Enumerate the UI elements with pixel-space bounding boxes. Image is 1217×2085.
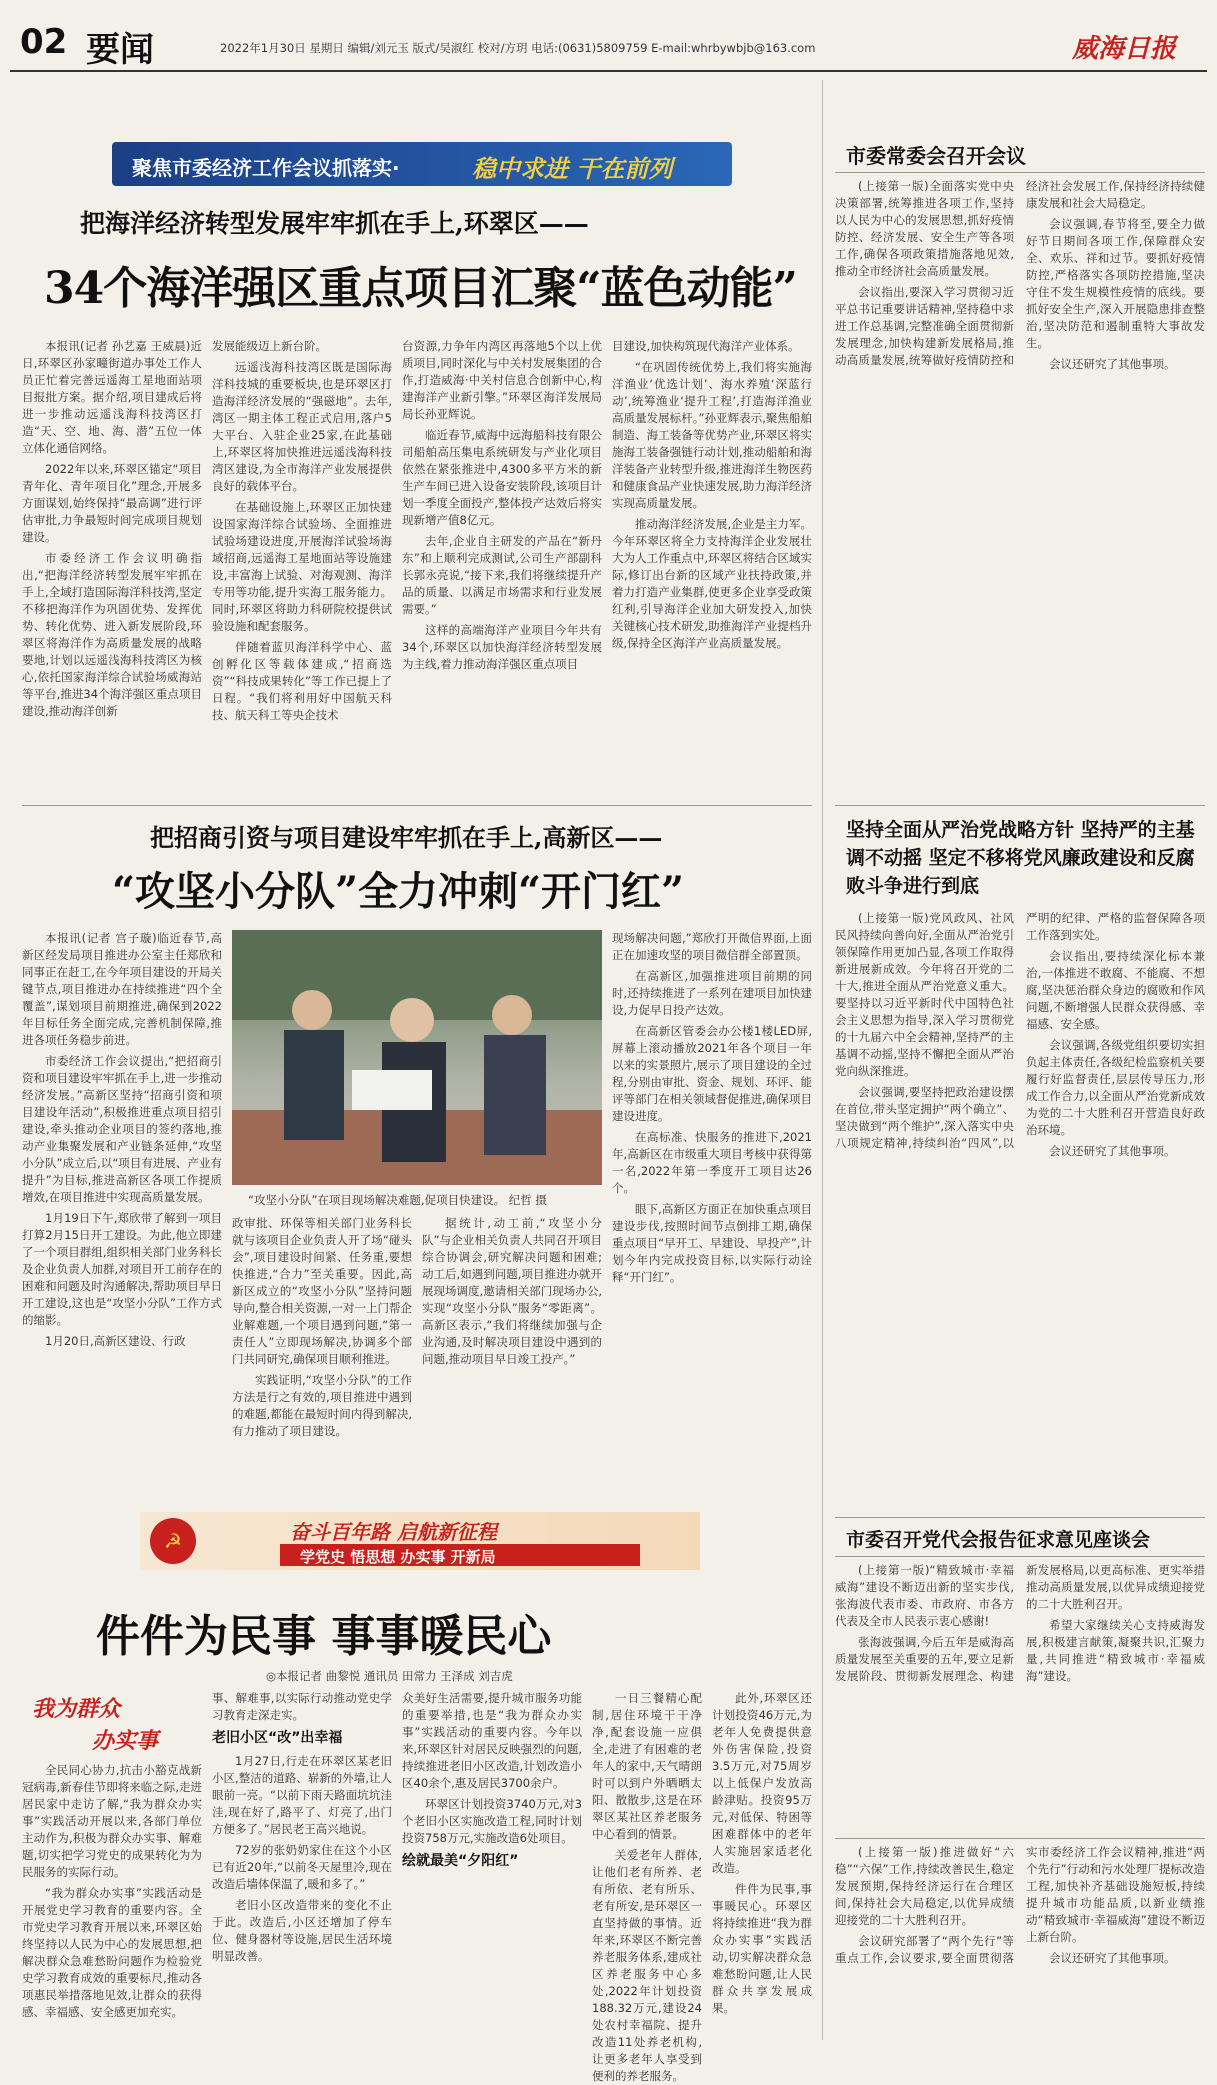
story2-column-mid [232, 1215, 412, 1500]
banner-right-text: 稳中求进 干在前列 [472, 155, 673, 183]
paragraph: “我为群众办实事”实践活动是开展党史学习教育的重要内容。全市党史学习教育开展以来,环翠区始终坚持以人民为中心的发展思想,把解决群众急难愁盼问题作为检验党史学习教育成效的重要标尺,推动各项惠民举措落地见效,让群众的获得感、幸福感、安全感更加充实。 [22, 1886, 202, 2019]
paragraph: 会议研究部署了“两个先行”等重点工作,会议要求,要全面贯彻落实市委经济工作会议精神,推进“两个先行”行动和污水处理厂提标改造工程,加快补齐基础设施短板,持续提升城市功能品质,以新业绩推动“精致城市·幸福威海”建设不断迈上新台阶。 [835, 1845, 1205, 1965]
paragraph: (上接第一版)全面落实党中央决策部署,统筹推进各项工作,坚持以人民为中心的发展思想,抓好疫情防控、经济发展、安全生产等各项工作,确保各项政策措施落地见效,推动全市经济社会高质量发展。 [835, 179, 1014, 278]
story3-column-3 [402, 1690, 582, 2044]
paragraph: 2022年以来,环翠区锚定“项目青年化、青年项目化”理念,开展多方面谋划,始终保持“最高调”进行评估审批,力争最短时间完成项目规划建设。 [22, 462, 202, 544]
story3-byline: ◎本报记者 曲黎悦 通讯员 田常力 王泽成 刘吉虎 [266, 1669, 513, 1683]
paragraph: 张海波强调,今后五年是威海高质量发展至关重要的五年,要立足新发展阶段、贯彻新发展理念、构建新发展格局,以更高标准、更实举措推动高质量发展,以优异成绩迎接党的二十大胜利召开。 [835, 1563, 1205, 1683]
section1-body [835, 178, 1205, 798]
section3-body [835, 1562, 1205, 1832]
masthead-rule [10, 70, 1207, 72]
service-badge [22, 1688, 222, 1758]
paragraph: 去年,企业自主研发的产品在“新丹东”和上顺利完成测试,公司生产部副科长郭永亮说,“接下来,我们将继续提升产品的质量、以满足市场需求和行业发展需要。” [402, 534, 602, 616]
story1-column-2 [212, 338, 392, 798]
story1-kicker: 把海洋经济转型发展牢牢抓在手上,环翠区—— [80, 209, 589, 238]
story3-headline: 件件为民事 事事暖民心 [96, 1611, 552, 1662]
party-emblem-icon: ☭ [150, 1518, 196, 1564]
section2-title: 坚持全面从严治党战略方针 坚持严的主基调不动摇 坚定不移将党风廉政建设和反腐败斗争进行到底 [846, 819, 1195, 897]
paragraph: 1月20日,高新区建设、行政 [45, 1334, 186, 1348]
story2-column-mid2 [422, 1215, 602, 1500]
paragraph: 全民同心协力,抗击小豁克战新冠病毒,新春佳节即将来临之际,走进居民家中走访了解,“我为群众办实事”实践活动开展以来,各部门单位主动作为,积极为群众办实事、解难题,切实把学习党史的成果转化为为民服务的实际行动。 [22, 1763, 202, 1879]
story2-kicker: 把招商引资与项目建设牢牢抓在手上,高新区—— [150, 823, 663, 852]
masthead-meta: 2022年1月30日 星期日 编辑/刘元玉 版式/吴淑红 校对/方玥 电话:(0631)5809759 E-mail:whrbywbjb@163.com [220, 41, 816, 55]
column-divider [822, 80, 823, 2040]
story3-column-2 [212, 1690, 392, 2044]
page-number: 02 [20, 22, 68, 62]
paragraph: 环翠区计划投资3740万元,对3个老旧小区实施改造工程,同时计划投资758万元,实施改造6处项目。 [402, 1797, 582, 1845]
paragraph: 政审批、环保等相关部门业务科长就与该项目企业负责人开了场“碰头会”,项目建设时间紧、任务重,要想快推进,“合力”至关重要。因此,高新区成立的“攻坚小分队”坚持问题导向,整合相关资源,一对一上门帮企业解难题,一个项目遇到问题,“第一责任人”立即现场解决,协调多个部门共同研究,确保项目顺利推进。 [232, 1216, 412, 1366]
paragraph: 伴随着蓝贝海洋科学中心、蓝创孵化区等载体建成,“招商选资”“科技成果转化”等工作已提上了日程。“我们将利用好中国航天科技、航天科工等央企技术 [212, 640, 392, 722]
paragraph: (上接第一版)党风政风、社风民风持续向善向好,全面从严治党引领保障作用更加凸显,各项工作取得新进展新成效。今年将召开党的二十大,推进全面从严治党意义重大。要坚持以习近平新时代中国特色社会主义思想为指导,深入学习贯彻党的十九届六中全会精神,坚持严的主基调不动摇,坚持不懈把全面从严治党向纵深推进。 [835, 911, 1014, 1078]
paragraph: 会议还研究了其他事项。 [1049, 1144, 1176, 1158]
paragraph: 会议指出,要持续深化标本兼治,一体推进不敢腐、不能腐、不想腐,坚决惩治群众身边的腐败和作风问题,不断增强人民群众获得感、幸福感、安全感。 [1026, 949, 1205, 1031]
paragraph: 台资源,力争年内湾区再落地5个以上优质项目,同时深化与中关村发展集团的合作,打造威海·中关村信息合创新中心,构建海洋产业新引擎。”环翠区海洋发展局局长孙亚辉说。 [402, 339, 602, 421]
paragraph: 件件为民事,事事暖民心。环翠区将持续推进“我为群众办实事”实践活动,切实解决群众急难愁盼问题,让人民群众共享发展成果。 [712, 1882, 812, 2015]
paragraph: 据统计,动工前,“攻坚小分队”与企业相关负责人共同召开项目综合协调会,研究解决问题和困难;动工后,如遇到问题,项目推进办就开展现场调度,邀请相关部门现场办公,实现“攻坚小分队”服务“零距离”。高新区表示,“我们将继续加强与企业沟通,及时解决项目建设中遇到的问题,推动项目早日竣工投产。” [422, 1216, 602, 1366]
badge-line-1: 我为群众 [32, 1696, 121, 1722]
paragraph: 会议强调,各级党组织要切实担负起主体责任,各级纪检监察机关要履行好监督责任,层层传导压力,形成工作合力,以全面从严治党新成效为党的二十大胜利召开营造良好政治环境。 [1026, 1038, 1205, 1137]
paragraph: 现场解决问题,”郑欣打开微信界面,上面正在加速攻坚的项目微信群全部置顶。 [612, 931, 812, 962]
subheading-old-community: 老旧小区“改”出幸福 [212, 1730, 343, 1746]
paragraph: 此外,环翠区还计划投资46万元,为老年人免费提供意外伤害保险,投资3.5万元,对75周岁以上低保户发放高龄津贴。投资95万元,对低保、特困等困难群体中的老年人实施居家适老化改造。 [712, 1691, 812, 1875]
story2-column-left [22, 930, 222, 1500]
paragraph: 72岁的张奶奶家住在这个小区已有近20年,“以前冬天屋里冷,现在改造后墙体保温了,暖和多了。” [212, 1843, 392, 1891]
paragraph: 市委经济工作会议明确指出,“把海洋经济转型发展牢牢抓在手上,全域打造国际海洋科技湾,坚定不移把海洋作为巩固优势、发挥优势、转化优势、进入新发展阶段,环翠区将海洋作为高质量发展的战略要地,计划以远遥浅海科技湾区为核心,依托国家海洋综合试验场威海站等平台,推进34个海洋强区重点项目建设,推动海洋创新 [22, 551, 202, 718]
masthead [0, 0, 1217, 70]
photo-illustration [232, 930, 602, 1185]
paragraph: 本报讯(记者 宫子璇)临近春节,高新区经发局项目推进办公室主任郑欣和同事正在赶工,在今年项目建设的开局关键节点,项目推进办在持续推进“四个全覆盖”,谋划项目前期推进,确保到2022年目标任务全面完成,完善机制保障,推进各项任务稳步前进。 [22, 931, 222, 1047]
paragraph: 在高新区,加强推进项目前期的同时,还持续推进了一系列在建项目加快建设,力促早日投产达效。 [612, 969, 812, 1017]
banner2-top: 奋斗百年路 启航新征程 [290, 1520, 497, 1544]
section3-rule [835, 1556, 1205, 1557]
subheading-sunset: 绘就最美“夕阳红” [402, 1853, 519, 1869]
paragraph: 目建设,加快构筑现代海洋产业体系。 [612, 339, 800, 353]
news-photo [232, 930, 602, 1185]
paragraph: 众美好生活需要,提升城市服务功能的重要举措,也是“我为群众办实事”实践活动的重要内容。今年以来,环翠区针对居民反映强烈的问题,持续推进老旧小区改造,计划改造小区40余个,惠及居民3700余户。 [402, 1691, 582, 1790]
paragraph: 推动海洋经济发展,企业是主力军。今年环翠区将全力支持海洋企业发展壮大为人工作重点中,环翠区将结合区域实际,修订出台新的区域产业扶持政策,并着力打造产业集群,使更多企业享受政策红利,引导海洋企业加大研发投入,加快关键核心技术研发,助推海洋产业提档升级,保持全区海洋产业高质量发展。 [612, 517, 812, 650]
paragraph: 会议还研究了其他事项。 [1049, 357, 1176, 371]
section-rule [835, 1838, 1205, 1839]
badge-line-2: 办实事 [92, 1728, 159, 1754]
paragraph: 一日三餐精心配制,居住环境干干净净,配套设施一应俱全,走进了有困难的老年人的家中,天气晴朗时可以到户外晒晒太阳、散散步,这是在环翠区某社区养老服务中心看到的情景。 [592, 1691, 702, 1841]
paragraph: 本报讯(记者 孙艺嘉 王威晨)近日,环翠区孙家疃街道办事处工作人员正忙着完善远遥海工星地面站项目报批方案。据介绍,项目建成后将进一步推动远遥浅海科技湾区打造“天、空、地、海、潜”五位一体立体化通信网络。 [22, 339, 202, 455]
paragraph: 会议指出,要深入学习贯彻习近平总书记重要讲话精神,坚持稳中求进工作总基调,完整准确全面贯彻新发展理念,加快构建新发展格局,推动高质量发展,统筹做好疫情防控和经济社会发展工作,保持经济持续健康发展和社会大局稳定。 [835, 179, 1205, 367]
story1-column-1 [22, 338, 202, 798]
paragraph: 在高新区管委会办公楼1楼LED屏,屏幕上滚动播放2021年各个项目一年以来的实景照片,展示了项目建设的全过程,分别由审批、资金、规划、环评、能评等部门在相关领域督促推进,确保项目建设进度。 [612, 1024, 812, 1123]
section-rule [835, 805, 1205, 806]
paragraph: 发展能级迈上新台阶。 [212, 339, 327, 353]
paragraph: 眼下,高新区方面正在加快重点项目建设步伐,按照时间节点倒排工期,确保重点项目“早开工、早建设、早投产”,计划今年内完成投资目标,以实际行动诠释“开门红”。 [612, 1202, 812, 1284]
story3-column-4 [592, 1690, 702, 2083]
paragraph: 临近春节,威海中远海船科技有限公司船舶高压集电系统研发与产业化项目依然在紧张推进中,4300多平方米的新生产车间已进入设备安装阶段,该项目计划一季度全面投产,整体投产达效后将实现新增产值8亿元。 [402, 428, 602, 527]
paragraph: 市委经济工作会议提出,“把招商引资和项目建设牢牢抓在手上,进一步推动经济发展。”高新区坚持“招商引资和项目建设年活动”,积极推进重点项目招引建设,牵头推动企业项目的签约落地,推动产业集聚发展和产业链条延伸,“攻坚小分队”成立后,以“项目有进展、产业有提升”为目标,推进高新区各项工作提质增效,在项目推进中实现高质量发展。 [22, 1054, 222, 1204]
section4-body [835, 1844, 1205, 2044]
story1-column-4 [612, 338, 812, 798]
section1-rule [835, 172, 1205, 173]
paragraph: 1月27日,行走在环翠区某老旧小区,整洁的道路、崭新的外墙,让人眼前一亮。“以前下雨天路面坑坑洼洼,现在好了,路平了、灯亮了,出门方便多了。”居民老王高兴地说。 [212, 1754, 392, 1836]
story2-headline: “攻坚小分队”全力冲刺“开门红” [112, 868, 685, 915]
section-rule [835, 1517, 1205, 1518]
paragraph: 希望大家继续关心支持威海发展,积极建言献策,凝聚共识,汇聚力量,共同推进“精致城市·幸福威海”建设。 [1026, 1618, 1205, 1683]
photo-caption: “攻坚小分队”在项目现场解决难题,促项目快建设。 纪哲 摄 [248, 1193, 547, 1207]
paragraph: 远遥浅海科技湾区既是国际海洋科技城的重要板块,也是环翠区打造海洋经济发展的“强磁地”。去年,湾区一期主体工程正式启用,落户5大平台、入驻企业25家,在此基础上,环翠区将加快推进远遥浅海科技湾区建设,为全市海洋产业发展提供良好的载体平台。 [212, 360, 392, 493]
section-rule [22, 805, 812, 806]
paragraph: 在基础设施上,环翠区正加快建设国家海洋综合试验场、全面推进试验场建设进度,开展海洋试验场海域招商,远遥海工星地面站等设施建设,丰富海上试验、对海观测、海洋专用等功能,提升实海工服务能力。同时,环翠区将助力科研院校提供试验设施和配套服务。 [212, 500, 392, 633]
paragraph: 老旧小区改造带来的变化不止于此。改造后,小区还增加了停车位、健身器材等设施,居民生活环境明显改善。 [212, 1898, 392, 1963]
paragraph: (上接第一版)推进做好“六稳”“六保”工作,持续改善民生,稳定发展预期,保持经济运行在合理区间,保持社会大局稳定,以优异成绩迎接党的二十大胜利召开。 [835, 1845, 1014, 1927]
paragraph: 会议强调,要坚持把政治建设摆在首位,带头坚定拥护“两个确立”、坚决做到“两个维护”,深入落实中央八项规定精神,持续纠治“四风”,以严明的纪律、严格的监督保障各项工作落到实处。 [835, 911, 1205, 1150]
banner2-bottom: 学党史 悟思想 办实事 开新局 [300, 1548, 496, 1566]
theme-banner [112, 142, 732, 186]
story3-column-1 [22, 1762, 202, 2044]
paragraph: 1月19日下午,郑欣带了解到一项目打算2月15日开工建设。为此,他立即建了一个项目群组,组织相关部门业务科长及企业负责人加群,对项目开工前存在的困难和问题及时沟通解决,帮助项目早日开工建设,这也是“攻坚小分队”工作方式的缩影。 [22, 1211, 222, 1327]
paragraph: 关爱老年人群体,让他们老有所养、老有所依、老有所乐、老有所安,是环翠区一直坚持做的事情。近年来,环翠区不断完善养老服务体系,建成社区养老服务中心多处,2022年计划投资188.32万元,建设24处农村幸福院、提升改造11处养老机构,让更多老年人享受到便利的养老服务。 [592, 1848, 702, 2083]
paragraph: (上接第一版)“精致城市·幸福威海”建设不断迈出新的坚实步伐,张海波代表市委、市政府、市各方代表及全市人民表示衷心感谢! [835, 1563, 1014, 1628]
paragraph: 实践证明,“攻坚小分队”的工作方法是行之有效的,项目推进中遇到的难题,都能在最短时间内得到解决,有力推动了项目建设。 [232, 1373, 412, 1438]
paragraph: 这样的高端海洋产业项目今年共有34个,环翠区以加快海洋经济转型发展为主线,着力推动海洋强区重点项目 [402, 623, 602, 671]
section2-body [835, 910, 1205, 1510]
paragraph: 在高标准、快服务的推进下,2021年,高新区在市级重大项目考核中获得第一名,2022年第一季度开工项目达26个。 [612, 1130, 812, 1195]
section3-title: 市委召开党代会报告征求意见座谈会 [846, 1529, 1151, 1551]
story1-column-3 [402, 338, 602, 798]
banner-left-text: 聚焦市委经济工作会议抓落实· [132, 156, 400, 180]
section1-title: 市委常委会召开会议 [846, 144, 1026, 168]
paper-logo: 威海日报 [1072, 34, 1177, 64]
party-banner [140, 1512, 700, 1570]
paragraph: 事、解难事,以实际行动推动党史学习教育走深走实。 [212, 1691, 392, 1722]
story3-column-5 [712, 1690, 812, 2044]
paragraph: 会议强调,春节将至,要全力做好节日期间各项工作,保障群众安全、欢乐、祥和过节。要抓好疫情防控,严格落实各项防控措施,坚决守住不发生规模性疫情的底线。要抓好安全生产,深入开展隐患排查整治,坚决防范和遏制重特大事故发生。 [1026, 217, 1205, 350]
paragraph: 会议还研究了其他事项。 [1049, 1951, 1176, 1965]
story2-column-right [612, 930, 812, 1500]
paragraph: “在巩固传统优势上,我们将实施海洋渔业‘优选计划’、海水养殖‘深蓝行动’,统筹渔业‘提升工程’,打造海洋渔业高质量发展标杆。”孙亚辉表示,聚焦船舶制造、海工装备等优势产业,环翠区将实施海工装备强链行动计划,推动船舶和海洋装备产业转型升级,推进海洋生物医药和健康食品产业快速发展,助力海洋经济实现高质量发展。 [612, 360, 812, 510]
section-title: 要闻 [86, 30, 154, 70]
story1-headline: 34个海洋强区重点项目汇聚“蓝色动能” [44, 263, 797, 314]
